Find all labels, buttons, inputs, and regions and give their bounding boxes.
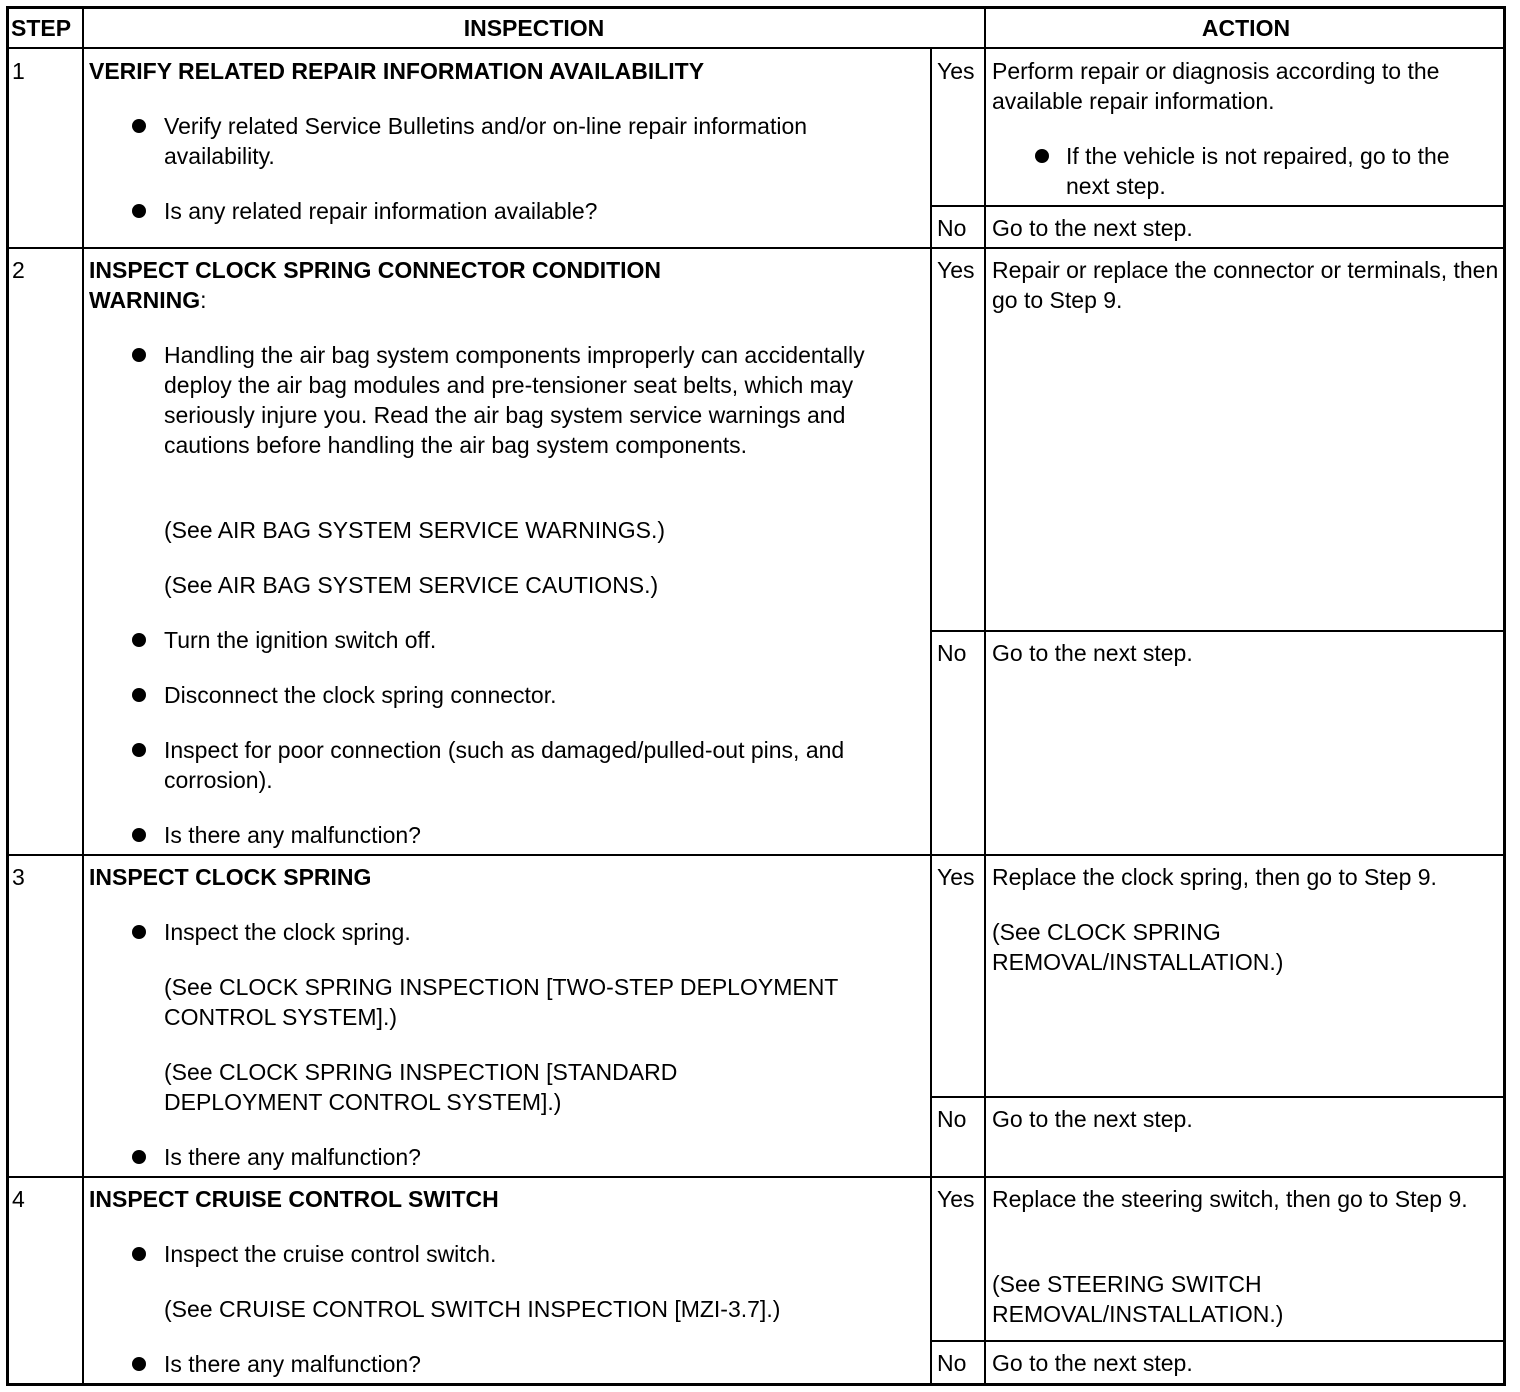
bullet-icon [132,1357,146,1371]
yesno-divider-4 [930,1340,1506,1342]
col-divider-step [82,6,84,1386]
col-divider-action [984,6,986,1386]
no-action: Go to the next step. [992,1106,1193,1132]
bullet-text: Turn the ignition switch off. [164,627,437,653]
bullet-text: Is there any malfunction? [164,1351,421,1377]
yes-action: Repair or replace the connector or terminals, then go to Step 9. [992,257,1499,313]
bullet-icon [132,688,146,702]
bullet-text: Inspect for poor connection (such as damaged/pulled-out pins, and corrosion). [164,737,845,793]
yes-label: Yes [937,257,975,283]
header-divider [6,47,1506,49]
bullet-icon [1035,149,1049,163]
reference-text: (See CLOCK SPRING INSPECTION [TWO-STEP DEPLOYMENT CONTROL SYSTEM].) [164,974,838,1030]
bullet-icon [132,119,146,133]
warning-colon: : [200,287,207,313]
bullet-icon [132,1150,146,1164]
yes-action: Replace the steering switch, then go to Step 9. [992,1186,1468,1212]
step-number: 3 [12,864,25,890]
step-title: INSPECT CLOCK SPRING CONNECTOR CONDITION [89,257,662,283]
step-title: VERIFY RELATED REPAIR INFORMATION AVAILABILITY [89,58,705,84]
bullet-text: Is there any malfunction? [164,822,421,848]
warning-text: WARNING [89,287,201,313]
step-number: 2 [12,257,25,283]
reference-text: (See CLOCK SPRING INSPECTION [STANDARD DEPLOYMENT CONTROL SYSTEM].) [164,1059,678,1115]
row-divider-3 [6,1176,1506,1178]
bullet-icon [132,1247,146,1261]
warning-label [89,285,207,315]
bullet-icon [132,743,146,757]
bullet-text: Verify related Service Bulletins and/or on-line repair information availability. [164,113,808,169]
no-action: Go to the next step. [992,640,1193,666]
no-label: No [937,640,967,666]
yesno-divider-2 [930,630,1506,632]
yes-action-bullet: If the vehicle is not repaired, go to the next step. [1066,143,1450,199]
yesno-divider-3 [930,1096,1506,1098]
step-number: 4 [12,1186,25,1212]
header-inspection: INSPECTION [463,15,605,41]
bullet-text: Is there any malfunction? [164,1144,421,1170]
bullet-icon [132,925,146,939]
bullet-icon [132,633,146,647]
yes-reference: (See CLOCK SPRING REMOVAL/INSTALLATION.) [992,919,1284,975]
no-action: Go to the next step. [992,1350,1193,1376]
bullet-icon [132,828,146,842]
bullet-icon [132,204,146,218]
yes-reference: (See STEERING SWITCH REMOVAL/INSTALLATION.) [992,1271,1284,1327]
yes-action: Replace the clock spring, then go to Step 9. [992,864,1437,890]
no-label: No [937,215,967,241]
yesno-divider-1 [930,205,1506,207]
header-step: STEP [11,15,72,41]
no-label: No [937,1106,967,1132]
no-label: No [937,1350,967,1376]
row-divider-2 [6,854,1506,856]
yes-label: Yes [937,58,975,84]
yes-action: Perform repair or diagnosis according to the available repair information. [992,58,1440,114]
yes-label: Yes [937,1186,975,1212]
reference-text: (See AIR BAG SYSTEM SERVICE CAUTIONS.) [164,572,659,598]
bullet-text: Handling the air bag system components improperly can accidentally deploy the air bag modules and pre-tensioner seat belts, which may seriously injure you. Read the air bag system service warnings and cautions before handling the air bag system components. [164,342,865,458]
yes-label: Yes [937,864,975,890]
step-title: INSPECT CRUISE CONTROL SWITCH [89,1186,499,1212]
header-action: ACTION [1201,15,1291,41]
no-action: Go to the next step. [992,215,1193,241]
bullet-icon [132,348,146,362]
bullet-text: Disconnect the clock spring connector. [164,682,557,708]
bullet-text: Inspect the clock spring. [164,919,411,945]
bullet-text: Inspect the cruise control switch. [164,1241,497,1267]
reference-text: (See AIR BAG SYSTEM SERVICE WARNINGS.) [164,517,666,543]
step-number: 1 [12,58,25,84]
reference-text: (See CRUISE CONTROL SWITCH INSPECTION [MZI-3.7].) [164,1296,781,1322]
row-divider-1 [6,247,1506,249]
step-title: INSPECT CLOCK SPRING [89,864,372,890]
bullet-text: Is any related repair information available? [164,198,598,224]
